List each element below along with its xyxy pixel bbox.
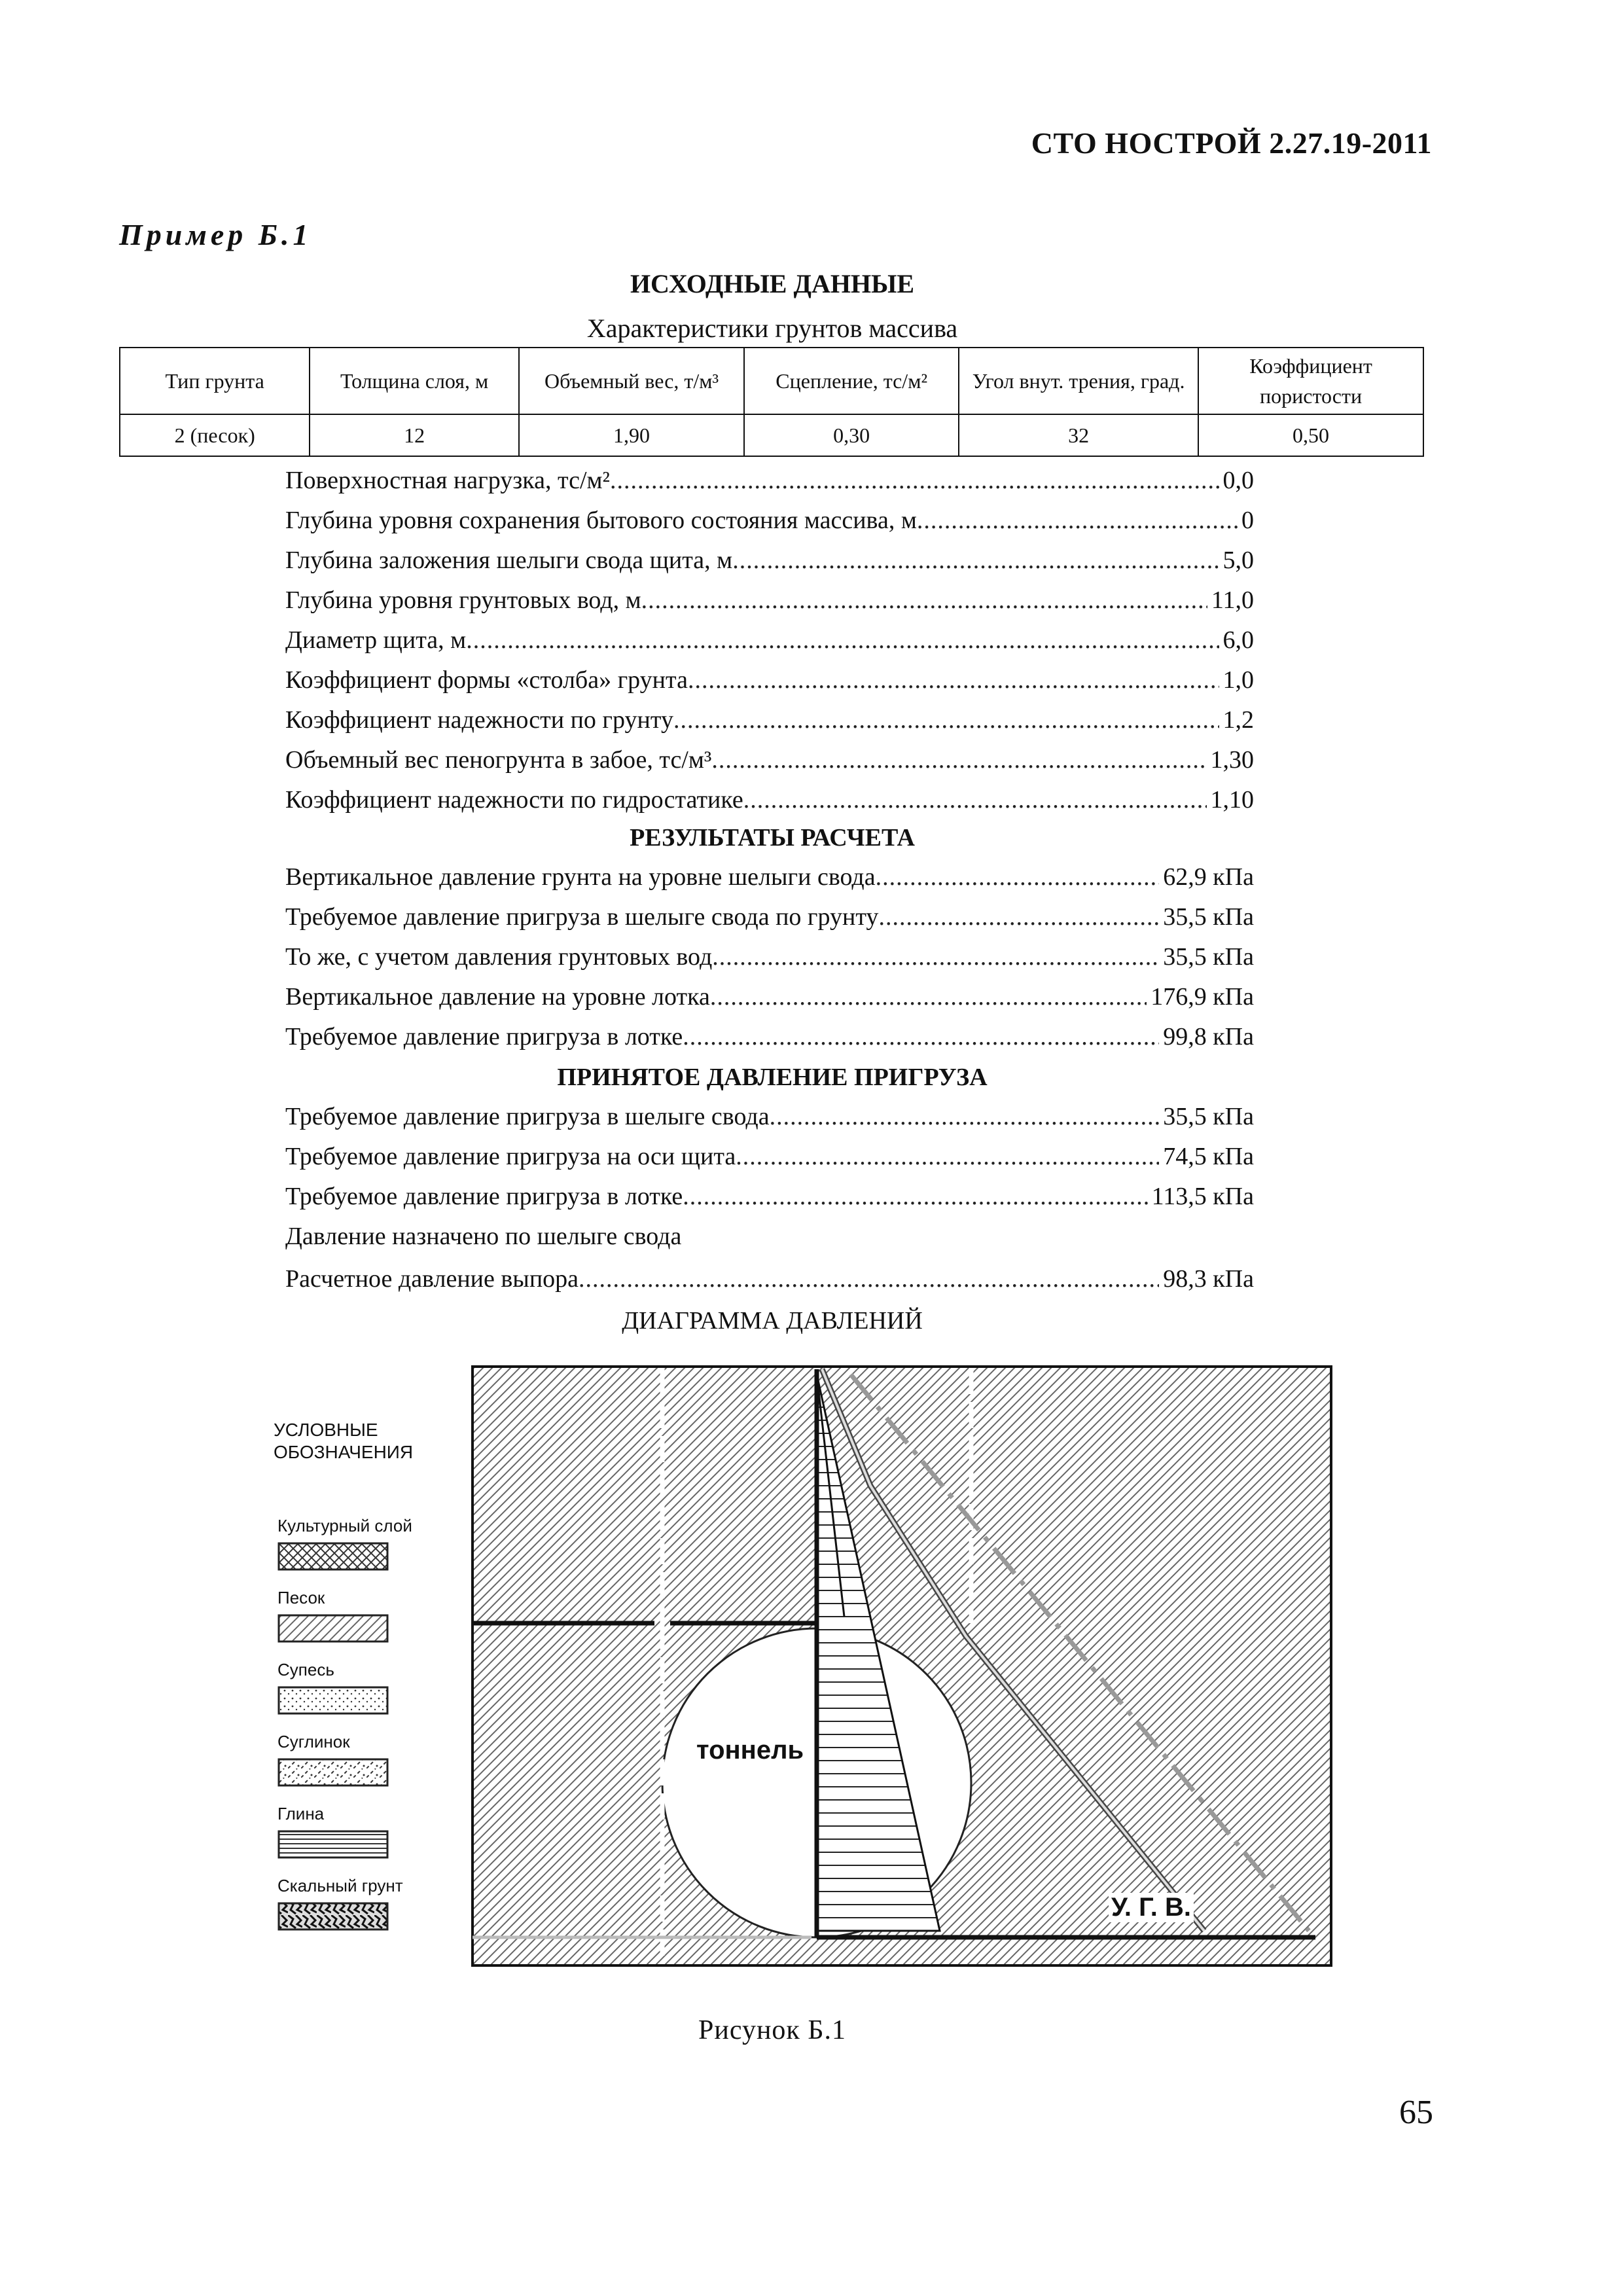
result-label: Требуемое давление пригруза в шелыге свода по грунту bbox=[285, 903, 879, 931]
legend-label: Глина bbox=[277, 1804, 325, 1823]
note-text: Давление назначено по шелыге свода bbox=[285, 1223, 682, 1250]
result-value: 35,5 кПа bbox=[1163, 903, 1254, 931]
soil-table-caption: Характеристики грунтов массива bbox=[586, 314, 958, 343]
result-value: 62,9 кПа bbox=[1163, 863, 1254, 891]
legend-swatch-cultural-layer bbox=[279, 1543, 387, 1570]
accepted-value: 74,5 кПа bbox=[1163, 1143, 1254, 1170]
column-header: Тип грунта bbox=[120, 348, 310, 414]
column-header: Угол внут. трения, град. bbox=[959, 348, 1198, 414]
legend-title-line: УСЛОВНЫЕ bbox=[274, 1420, 378, 1440]
legend-swatch-rock bbox=[279, 1903, 387, 1929]
legend-title-line: ОБОЗНАЧЕНИЯ bbox=[274, 1442, 414, 1462]
column-header: Сцепление, тс/м² bbox=[744, 348, 959, 414]
page-number: 65 bbox=[1399, 2094, 1433, 2131]
legend-swatch-sand bbox=[279, 1615, 387, 1641]
figure-caption: Рисунок Б.1 bbox=[698, 2015, 846, 2045]
groundwater-level-label: У. Г. В. bbox=[1109, 1893, 1194, 1922]
table-cell: 2 (песок) bbox=[120, 414, 310, 456]
parameter-label: Коэффициент надежности по гидростатике bbox=[285, 786, 743, 814]
column-header: Коэффициент пористости bbox=[1198, 348, 1423, 414]
parameter-label: Коэффициент формы «столба» грунта bbox=[285, 666, 688, 694]
table-cell: 0,50 bbox=[1198, 414, 1423, 456]
uplift-value: 98,3 кПа bbox=[1163, 1265, 1254, 1293]
legend-label: Культурный слой bbox=[277, 1516, 412, 1535]
accepted-label: Требуемое давление пригруза на оси щита bbox=[285, 1143, 736, 1170]
legend-label: Скальный грунт bbox=[277, 1876, 403, 1895]
legend-label: Песок bbox=[277, 1588, 325, 1607]
accepted-value: 113,5 кПа bbox=[1151, 1183, 1254, 1210]
tunnel-label: тоннель bbox=[696, 1736, 804, 1765]
parameter-label: Диаметр щита, м bbox=[285, 626, 467, 654]
parameter-value: 5,0 bbox=[1222, 547, 1254, 574]
parameter-value: 0 bbox=[1241, 507, 1254, 534]
parameter-label: Глубина уровня сохранения бытового состояния массива, м bbox=[285, 507, 917, 534]
parameter-label: Глубина заложения шелыги свода щита, м bbox=[285, 547, 733, 574]
parameter-value: 1,10 bbox=[1210, 786, 1254, 814]
parameter-label: Объемный вес пеногрунта в забое, тс/м³ bbox=[285, 746, 712, 774]
result-label: Вертикальное давление грунта на уровне шелыги свода bbox=[285, 863, 876, 891]
column-header: Толщина слоя, м bbox=[310, 348, 519, 414]
table-cell: 12 bbox=[310, 414, 519, 456]
result-label: Вертикальное давление на уровне лотка bbox=[285, 983, 710, 1011]
table-cell: 0,30 bbox=[744, 414, 959, 456]
table-cell: 1,90 bbox=[519, 414, 744, 456]
column-header: Объемный вес, т/м³ bbox=[519, 348, 744, 414]
parameter-value: 1,2 bbox=[1222, 706, 1254, 734]
legend-label: Суглинок bbox=[277, 1732, 350, 1751]
result-label: Требуемое давление пригруза в лотке bbox=[285, 1023, 683, 1050]
legend-swatch-loam bbox=[279, 1759, 387, 1785]
accepted-label: Требуемое давление пригруза в лотке bbox=[285, 1183, 683, 1210]
parameter-value: 1,30 bbox=[1210, 746, 1254, 774]
results-title: РЕЗУЛЬТАТЫ РАСЧЕТА bbox=[630, 824, 915, 852]
parameter-value: 0,0 bbox=[1222, 467, 1254, 494]
result-value: 35,5 кПа bbox=[1163, 943, 1254, 971]
parameter-label: Поверхностная нагрузка, тс/м² bbox=[285, 467, 610, 494]
parameter-label: Глубина уровня грунтовых вод, м bbox=[285, 586, 641, 614]
parameter-label: Коэффициент надежности по грунту bbox=[285, 706, 673, 734]
parameter-value: 11,0 bbox=[1211, 586, 1254, 614]
legend-label: Супесь bbox=[277, 1660, 334, 1679]
legend-swatch-clay bbox=[279, 1831, 387, 1857]
result-value: 99,8 кПа bbox=[1163, 1023, 1254, 1050]
result-value: 176,9 кПа bbox=[1150, 983, 1254, 1011]
uplift-label: Расчетное давление выпора bbox=[285, 1265, 579, 1293]
accepted-pressure-title: ПРИНЯТОЕ ДАВЛЕНИЕ ПРИГРУЗА bbox=[557, 1064, 988, 1091]
example-title: Пример Б.1 bbox=[119, 218, 312, 251]
accepted-value: 35,5 кПа bbox=[1163, 1103, 1254, 1130]
document-code: СТО НОСТРОЙ 2.27.19-2011 bbox=[1031, 126, 1432, 160]
diagram-title: ДИАГРАММА ДАВЛЕНИЙ bbox=[622, 1307, 923, 1335]
table-cell: 32 bbox=[959, 414, 1198, 456]
accepted-label: Требуемое давление пригруза в шелыге свода bbox=[285, 1103, 770, 1130]
parameter-value: 1,0 bbox=[1222, 666, 1254, 694]
result-label: То же, с учетом давления грунтовых вод bbox=[285, 943, 713, 971]
parameter-value: 6,0 bbox=[1222, 626, 1254, 654]
legend-swatch-sandy-loam bbox=[279, 1687, 387, 1713]
input-data-title: ИСХОДНЫЕ ДАННЫЕ bbox=[630, 269, 915, 298]
